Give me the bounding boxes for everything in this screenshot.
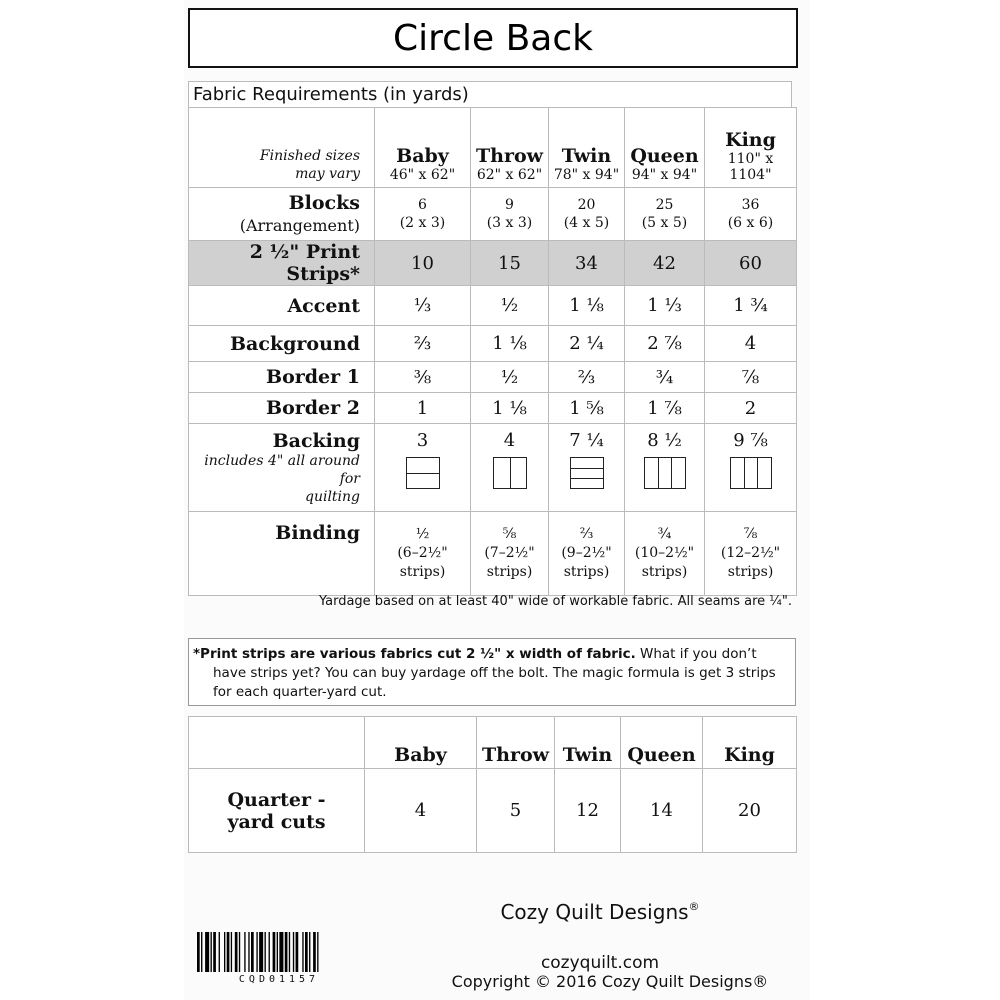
binding-strips-word: strips) [486, 564, 533, 580]
backing-label-cell [189, 424, 375, 512]
quarter-yard-header: Twin [555, 717, 621, 769]
size-dimensions: 94" x 94" [631, 167, 698, 183]
value-cell: ⅓ [375, 286, 471, 326]
size-dimensions: 62" x 62" [476, 167, 543, 183]
row-label: Border 1 [189, 362, 375, 393]
block-arrangement: (3 x 3) [486, 215, 533, 231]
sizes-row [189, 108, 797, 188]
value-cell: 1 ⅓ [625, 286, 705, 326]
value-cell: 5 [477, 769, 555, 853]
backing-3-horizontal-icon [570, 457, 604, 489]
blocks-cell [705, 188, 797, 241]
binding-yards: ⅞ [743, 526, 758, 542]
size-dimensions: 110" x 1104" [727, 151, 774, 183]
strip-note-text: What if you don’t have strips yet? You can buy yardage off the bolt. The magic formula is get 3 strips for each quarter-yard cut. [213, 646, 776, 700]
binding-yards: ⅔ [579, 526, 594, 542]
company-name-text: Cozy Quilt Designs [500, 900, 689, 924]
value-cell: 10 [375, 241, 471, 286]
empty-header-cell [189, 717, 365, 769]
backing-cell [375, 424, 471, 512]
blocks-label-suffix: (Arrangement) [239, 216, 360, 235]
page-title: Circle Back [188, 8, 798, 68]
barcode-number: CQD01157 [238, 974, 320, 985]
print-strips-row [189, 241, 797, 286]
row-label: 2 ½" Print Strips* [189, 241, 375, 286]
backing-3-vertical-icon [644, 457, 686, 489]
value-cell: ⅜ [375, 362, 471, 393]
requirements-caption: Fabric Requirements (in yards) [188, 81, 792, 107]
size-cell [549, 108, 625, 188]
size-dimensions: 46" x 62" [389, 167, 456, 183]
binding-cell [625, 512, 705, 596]
value-cell: 7 ¼ [569, 430, 604, 451]
size-name: Twin [561, 145, 612, 167]
binding-yards: ½ [415, 526, 430, 542]
binding-row [189, 512, 797, 596]
binding-strips: (7–2½" [484, 545, 535, 561]
value-cell: 34 [549, 241, 625, 286]
value-cell: 1 [375, 393, 471, 424]
quarter-yard-header: Throw [477, 717, 555, 769]
block-count: 9 [505, 197, 514, 213]
accent-row [189, 286, 797, 326]
value-cell: 1 ¾ [705, 286, 797, 326]
block-count: 25 [655, 197, 674, 213]
print-strips-note [188, 638, 796, 706]
value-cell: 4 [503, 430, 516, 451]
size-name: King [725, 129, 776, 151]
quarter-yard-header: Baby [365, 717, 477, 769]
value-cell: 2 ⅞ [625, 326, 705, 362]
backing-cell [705, 424, 797, 512]
value-cell: 14 [621, 769, 703, 853]
binding-yards: ¾ [657, 526, 672, 542]
block-arrangement: (6 x 6) [727, 215, 774, 231]
blocks-label-text: Blocks [288, 192, 360, 214]
blocks-cell [625, 188, 705, 241]
barcode [195, 932, 363, 984]
block-count: 6 [418, 197, 427, 213]
binding-strips-word: strips) [399, 564, 446, 580]
quarter-yard-header: Queen [621, 717, 703, 769]
row-label: Background [189, 326, 375, 362]
binding-cell [471, 512, 549, 596]
size-name: Baby [396, 145, 449, 167]
barcode-bars-icon [195, 932, 363, 974]
quarter-yard-values-row [189, 769, 797, 853]
size-dimensions: 78" x 94" [553, 167, 620, 183]
backing-note-line: includes 4" all around for [204, 452, 360, 487]
value-cell: 12 [555, 769, 621, 853]
value-cell: 1 ⅛ [549, 286, 625, 326]
value-cell: 42 [625, 241, 705, 286]
value-cell: 20 [703, 769, 797, 853]
value-cell: ⅔ [375, 326, 471, 362]
binding-cell [705, 512, 797, 596]
value-cell: 2 ¼ [549, 326, 625, 362]
row-label: Accent [189, 286, 375, 326]
value-cell: ¾ [625, 362, 705, 393]
yardage-note: Yardage based on at least 40" wide of workable fabric. All seams are ¼". [318, 594, 792, 609]
quarter-yard-header-row [189, 717, 797, 769]
quarter-yard-label-line: yard cuts [227, 810, 326, 833]
border-1-row [189, 362, 797, 393]
binding-cell [375, 512, 471, 596]
binding-strips-word: strips) [727, 564, 774, 580]
block-arrangement: (5 x 5) [641, 215, 688, 231]
size-note-line: may vary [295, 166, 360, 182]
value-cell: 4 [705, 326, 797, 362]
blocks-cell [549, 188, 625, 241]
website-link[interactable]: cozyquilt.com [540, 953, 660, 973]
value-cell: 9 ⅞ [733, 430, 768, 451]
blocks-cell [471, 188, 549, 241]
blocks-cell [375, 188, 471, 241]
value-cell: 2 [705, 393, 797, 424]
value-cell: 1 ⅝ [549, 393, 625, 424]
backing-cell [625, 424, 705, 512]
value-cell: 4 [365, 769, 477, 853]
row-label: Binding [189, 512, 375, 596]
block-arrangement: (2 x 3) [399, 215, 446, 231]
value-cell: ⅔ [549, 362, 625, 393]
row-label: Border 2 [189, 393, 375, 424]
company-name [470, 900, 730, 924]
size-cell [375, 108, 471, 188]
copyright-text: Copyright © 2016 Cozy Quilt Designs® [451, 972, 769, 991]
value-cell: 15 [471, 241, 549, 286]
quarter-yard-table [188, 716, 797, 853]
blocks-row [189, 188, 797, 241]
registered-mark: ® [688, 900, 700, 913]
size-cell [471, 108, 549, 188]
backing-3-vertical-icon [730, 457, 772, 489]
backing-2-horizontal-icon [406, 457, 440, 489]
background-row [189, 326, 797, 362]
quarter-yard-label [189, 769, 365, 853]
binding-strips-word: strips) [641, 564, 688, 580]
binding-cell [549, 512, 625, 596]
block-arrangement: (4 x 5) [563, 215, 610, 231]
blocks-label [189, 188, 375, 241]
value-cell: 1 ⅛ [471, 393, 549, 424]
border-2-row [189, 393, 797, 424]
binding-strips: (6–2½" [397, 545, 448, 561]
block-count: 20 [577, 197, 596, 213]
strip-note-bold: *Print strips are various fabrics cut 2 ½" x width of fabric. [193, 646, 636, 662]
backing-row [189, 424, 797, 512]
block-count: 36 [741, 197, 760, 213]
size-note-cell [189, 108, 375, 188]
backing-note-line: quilting [304, 488, 360, 505]
value-cell: ½ [471, 362, 549, 393]
row-label: Backing [272, 429, 360, 452]
value-cell: 8 ½ [647, 430, 682, 451]
size-name: Throw [476, 145, 543, 167]
value-cell: 60 [705, 241, 797, 286]
size-note-line: Finished sizes [259, 148, 360, 164]
quarter-yard-header: King [703, 717, 797, 769]
backing-cell [471, 424, 549, 512]
value-cell: 1 ⅛ [471, 326, 549, 362]
binding-strips: (10–2½" [634, 545, 695, 561]
binding-strips-word: strips) [563, 564, 610, 580]
size-cell [625, 108, 705, 188]
value-cell: 1 ⅞ [625, 393, 705, 424]
fabric-requirements-table [188, 107, 797, 596]
binding-strips: (9–2½" [561, 545, 612, 561]
backing-cell [549, 424, 625, 512]
size-name: Queen [630, 145, 699, 167]
backing-2-vertical-icon [493, 457, 527, 489]
quarter-yard-label-line: Quarter - [227, 788, 326, 811]
binding-strips: (12–2½" [720, 545, 781, 561]
size-cell [705, 108, 797, 188]
value-cell: ⅞ [705, 362, 797, 393]
binding-yards: ⅝ [502, 526, 517, 542]
value-cell: 3 [416, 430, 429, 451]
value-cell: ½ [471, 286, 549, 326]
